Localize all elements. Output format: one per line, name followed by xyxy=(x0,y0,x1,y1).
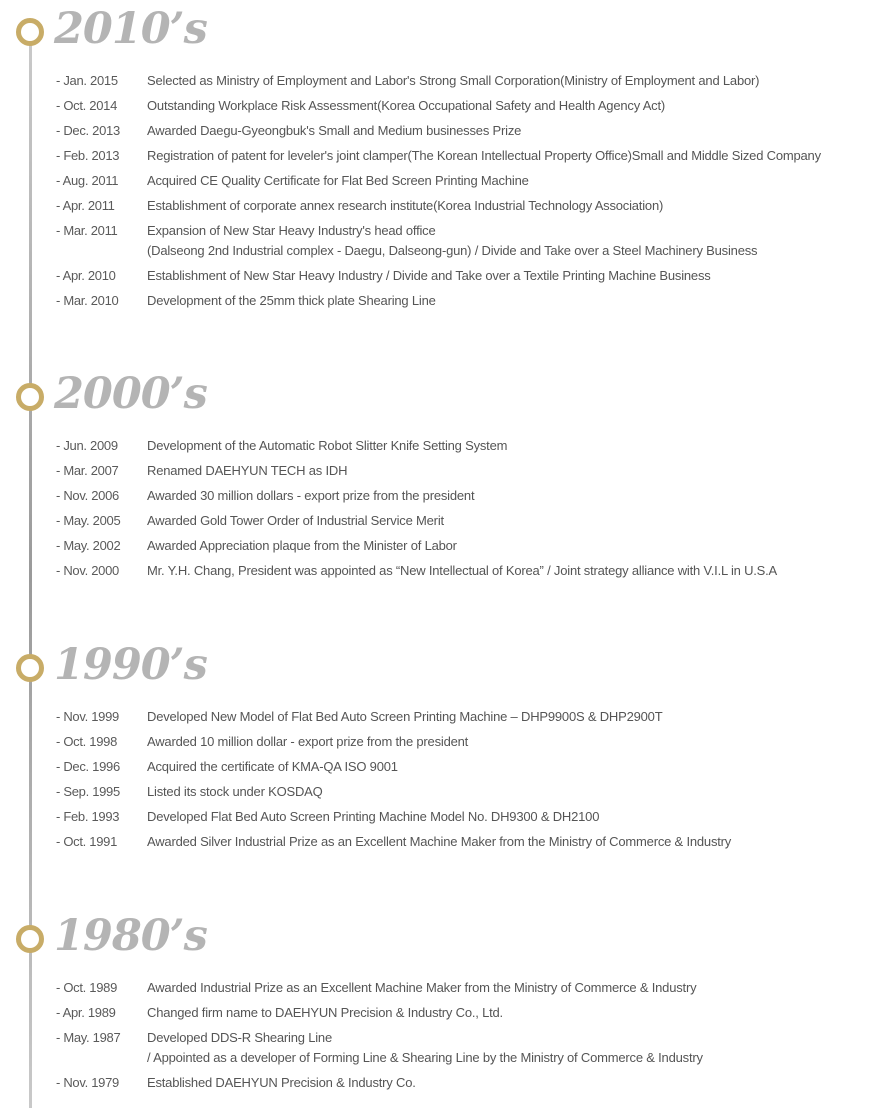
list-item xyxy=(56,561,777,581)
event-description xyxy=(147,1003,503,1023)
event-description-line: Developed Flat Bed Auto Screen Printing Machine Model No. DH9300 & DH2100 xyxy=(147,809,600,824)
event-description xyxy=(147,807,599,827)
event-date: - Oct. 1989 xyxy=(56,980,118,995)
event-description-line: Developed DDS-R Shearing Line xyxy=(147,1030,332,1045)
event-date: - Aug. 2011 xyxy=(56,173,119,188)
event-description-line: Selected as Ministry of Employment and Labor's Strong Small Corporation(Ministry of Employment and Labor) xyxy=(147,73,760,88)
event-description xyxy=(147,978,696,998)
event-date: - Nov. 1979 xyxy=(56,1075,119,1090)
event-description-line: Awarded 30 million dollars - export prize from the president xyxy=(147,488,475,503)
era-title: 2000’s xyxy=(54,369,207,419)
list-item xyxy=(56,1003,703,1023)
event-description-line: (Dalseong 2nd Industrial complex - Daegu, Dalseong-gun) / Divide and Take over a Steel Machinery Business xyxy=(147,243,758,258)
event-description xyxy=(147,266,711,286)
list-item xyxy=(56,221,821,261)
event-description-line: Establishment of New Star Heavy Industry / Divide and Take over a Textile Printing Machine Business xyxy=(147,268,711,283)
event-date: - Jan. 2015 xyxy=(56,73,118,88)
event-date: - Oct. 1991 xyxy=(56,834,118,849)
event-description-line: Development of the 25mm thick plate Shearing Line xyxy=(147,293,436,308)
event-description xyxy=(147,291,436,311)
event-date: - Feb. 2013 xyxy=(56,148,120,163)
event-description-line: Awarded Industrial Prize as an Excellent Machine Maker from the Ministry of Commerce & Industry xyxy=(147,980,697,995)
event-description xyxy=(147,511,444,531)
list-item xyxy=(56,782,731,802)
event-description xyxy=(147,121,521,141)
event-description-line: Awarded Silver Industrial Prize as an Excellent Machine Maker from the Ministry of Commerce & Industry xyxy=(147,834,732,849)
era-event-list xyxy=(56,707,731,857)
list-item xyxy=(56,291,821,311)
event-description-line: Awarded Daegu-Gyeongbuk's Small and Medium businesses Prize xyxy=(147,123,522,138)
list-item xyxy=(56,121,821,141)
event-description-line: Established DAEHYUN Precision & Industry Co. xyxy=(147,1075,416,1090)
event-description-line: Awarded 10 million dollar - export prize from the president xyxy=(147,734,469,749)
event-description xyxy=(147,461,347,481)
event-date: - Dec. 1996 xyxy=(56,759,120,774)
event-description xyxy=(147,1073,416,1093)
event-description xyxy=(147,732,468,752)
event-description xyxy=(147,171,529,191)
era-event-list xyxy=(56,978,703,1098)
list-item xyxy=(56,978,703,998)
event-description-line: Acquired CE Quality Certificate for Flat Bed Screen Printing Machine xyxy=(147,173,529,188)
event-description xyxy=(147,196,663,216)
era-title: 2010’s xyxy=(54,4,207,54)
event-date: - Apr. 1989 xyxy=(56,1005,116,1020)
event-description xyxy=(147,536,457,556)
event-date: - Apr. 2010 xyxy=(56,268,116,283)
list-item xyxy=(56,146,821,166)
event-date: - May. 2005 xyxy=(56,513,121,528)
event-description xyxy=(147,707,662,727)
event-description-line: Changed firm name to DAEHYUN Precision & Industry Co., Ltd. xyxy=(147,1005,503,1020)
event-date: - May. 1987 xyxy=(56,1030,121,1045)
era-title: 1990’s xyxy=(54,640,207,690)
list-item xyxy=(56,807,731,827)
event-date: - Mar. 2011 xyxy=(56,223,118,238)
event-description-line: Expansion of New Star Heavy Industry's head office xyxy=(147,223,436,238)
era-event-list xyxy=(56,71,821,316)
event-date: - Nov. 2006 xyxy=(56,488,119,503)
event-description-line: Renamed DAEHYUN TECH as IDH xyxy=(147,463,348,478)
event-description-line: Awarded Gold Tower Order of Industrial Service Merit xyxy=(147,513,444,528)
event-description-line: Establishment of corporate annex research institute(Korea Industrial Technology Association) xyxy=(147,198,664,213)
timeline-marker-icon xyxy=(16,654,44,682)
event-description-line: Developed New Model of Flat Bed Auto Screen Printing Machine – DHP9900S & DHP2900T xyxy=(147,709,663,724)
event-description-line: / Appointed as a developer of Forming Line & Shearing Line by the Ministry of Commerce & Industry xyxy=(147,1050,703,1065)
event-date: - Nov. 2000 xyxy=(56,563,119,578)
event-description xyxy=(147,146,821,166)
event-date: - Mar. 2010 xyxy=(56,293,119,308)
list-item xyxy=(56,196,821,216)
list-item xyxy=(56,707,731,727)
event-description-line: Development of the Automatic Robot Slitter Knife Setting System xyxy=(147,438,508,453)
list-item xyxy=(56,1028,703,1068)
event-description xyxy=(147,436,507,456)
event-description-line: Listed its stock under KOSDAQ xyxy=(147,784,323,799)
event-description xyxy=(147,71,759,91)
list-item xyxy=(56,461,777,481)
event-description-line: Registration of patent for leveler's joint clamper(The Korean Intellectual Property Office)Small and Middle Sized Company xyxy=(147,148,821,163)
event-date: - Feb. 1993 xyxy=(56,809,120,824)
list-item xyxy=(56,757,731,777)
event-description xyxy=(147,221,757,261)
list-item xyxy=(56,832,731,852)
event-description-line: Mr. Y.H. Chang, President was appointed as “New Intellectual of Korea” / Joint strategy alliance with V.I.L in U.S.A xyxy=(147,563,778,578)
event-date: - Nov. 1999 xyxy=(56,709,119,724)
list-item xyxy=(56,511,777,531)
list-item xyxy=(56,96,821,116)
event-description xyxy=(147,832,731,852)
event-description xyxy=(147,1028,703,1068)
event-description-line: Acquired the certificate of KMA-QA ISO 9001 xyxy=(147,759,398,774)
timeline-marker-icon xyxy=(16,383,44,411)
timeline-marker-icon xyxy=(16,18,44,46)
event-description-line: Outstanding Workplace Risk Assessment(Korea Occupational Safety and Health Agency Act) xyxy=(147,98,666,113)
event-description-line: Awarded Appreciation plaque from the Minister of Labor xyxy=(147,538,457,553)
era-title: 1980’s xyxy=(54,911,207,961)
event-date: - Apr. 2011 xyxy=(56,198,115,213)
event-description xyxy=(147,486,474,506)
list-item xyxy=(56,71,821,91)
list-item xyxy=(56,266,821,286)
list-item xyxy=(56,171,821,191)
era-event-list xyxy=(56,436,777,586)
event-description xyxy=(147,757,398,777)
event-date: - Oct. 1998 xyxy=(56,734,118,749)
event-date: - Dec. 2013 xyxy=(56,123,120,138)
list-item xyxy=(56,436,777,456)
event-description xyxy=(147,561,777,581)
list-item xyxy=(56,486,777,506)
event-date: - May. 2002 xyxy=(56,538,121,553)
list-item xyxy=(56,536,777,556)
event-description xyxy=(147,782,323,802)
timeline-marker-icon xyxy=(16,925,44,953)
event-date: - Sep. 1995 xyxy=(56,784,120,799)
event-date: - Jun. 2009 xyxy=(56,438,118,453)
event-date: - Oct. 2014 xyxy=(56,98,118,113)
list-item xyxy=(56,732,731,752)
event-description xyxy=(147,96,665,116)
list-item xyxy=(56,1073,703,1093)
event-date: - Mar. 2007 xyxy=(56,463,119,478)
